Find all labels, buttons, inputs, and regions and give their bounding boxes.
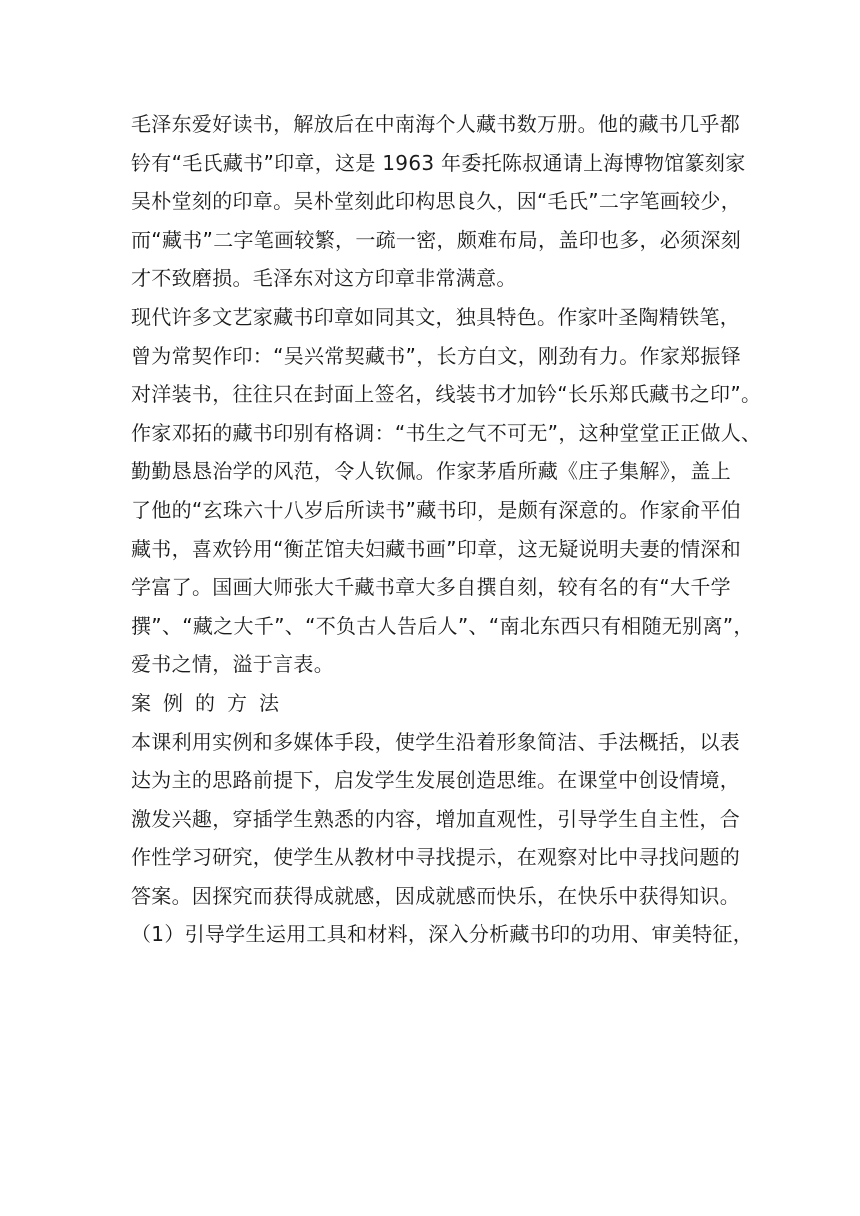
text-line-19: 激发兴趣，穿插学生熟悉的内容，增加直观性，引导学生自主性，合: [131, 806, 740, 831]
text-line-12: 藏书，喜欢钤用“衡芷馆夫妇藏书画”印章，这无疑说明夫妻的情深和: [131, 536, 742, 561]
text-line-4: 而“藏书”二字笔画较繁，一疏一密，颇难布局，盖印也多，必须深刻: [131, 227, 742, 252]
text-line-13: 学富了。国画大师张大千藏书章大多自撰自刻，较有名的有“大千学: [131, 575, 731, 600]
document-body: [131, 105, 762, 954]
text-line-22: （1）引导学生运用工具和材料，深入分析藏书印的功用、审美特征，: [131, 922, 754, 947]
text-line-10: 勤勤恳恳治学的风范，令人钦佩。作家茅盾所藏《庄子集解》，盖上: [131, 459, 731, 484]
text-line-1: 毛泽东爱好读书，解放后在中南海个人藏书数万册。他的藏书几乎都: [131, 112, 740, 136]
text-line-17: 本课利用实例和多媒体手段，使学生沿着形象简洁、手法概括，以表: [131, 729, 740, 754]
text-line-7: 曾为常契作印：“吴兴常契藏书”，长方白文，刚劲有力。作家郑振铎: [131, 343, 742, 368]
text-line-8: 对洋装书，往往只在封面上签名，线装书才加钤“长乐郑氏藏书之印”。: [131, 382, 762, 407]
text-line-14: 撰”、“藏之大千”、“不负古人告后人”、“南北东西只有相随无别离”，: [131, 613, 754, 638]
text-line-21: 答案。因探究而获得成就感，因成就感而快乐，在快乐中获得知识。: [131, 883, 740, 908]
section-heading: 案例的方法: [131, 690, 291, 715]
text-line-15: 爱书之情，溢于言表。: [131, 652, 334, 677]
text-line-18: 达为主的思路前提下，启发学生发展创造思维。在课堂中创设情境，: [131, 768, 740, 793]
text-line-9: 作家邓拓的藏书印别有格调：“书生之气不可无”，这种堂堂正正做人、: [131, 420, 762, 445]
text-line-6: 现代许多文艺家藏书印章如同其文，独具特色。作家叶圣陶精铁笔，: [131, 304, 740, 329]
text-line-5: 才不致磨损。毛泽东对这方印章非常满意。: [131, 266, 517, 291]
text-line-20: 作性学习研究，使学生从教材中寻找提示，在观察对比中寻找问题的: [131, 845, 740, 870]
text-line-11: 了他的“玄珠六十八岁后所读书”藏书印，是颇有深意的。作家俞平伯: [131, 497, 742, 522]
text-line-2: 钤有“毛氏藏书”印章，这是 1963 年委托陈叔通请上海博物馆篆刻家: [131, 150, 746, 175]
text-line-3: 吴朴堂刻的印章。吴朴堂刻此印构思良久，因“毛氏”二字笔画较少，: [131, 189, 742, 214]
